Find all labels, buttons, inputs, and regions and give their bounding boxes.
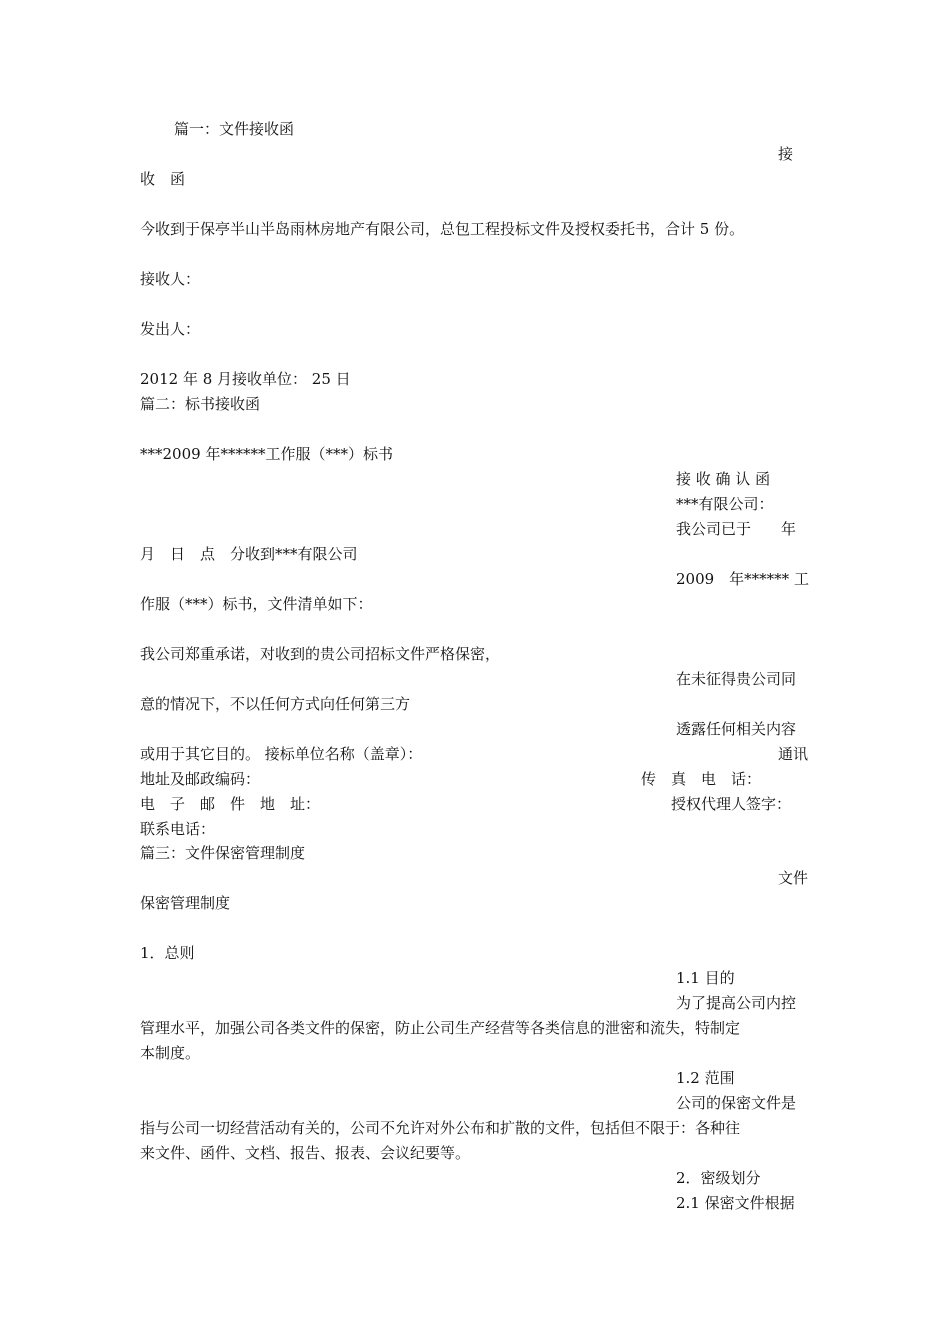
receipt-date-line: 2012 年 8 月接收单位： 25 日: [140, 370, 351, 388]
section-one-heading: 篇一：文件接收函: [174, 120, 295, 138]
addressee-line: ***有限公司：: [676, 495, 774, 513]
agent-signature-label: 授权代理人签字：: [671, 795, 792, 813]
receipt-statement: 今收到于保亭半山半岛雨林房地产有限公司，总包工程投标文件及授权委托书，合计 5 份。: [140, 220, 745, 238]
section-three-heading: 篇三：文件保密管理制度: [140, 844, 306, 862]
scope-text-line-2: 指与公司一切经营活动有关的，公司不允许对外公布和扩散的文件，包括但不限于：各种往: [140, 1119, 741, 1137]
contact-phone-label: 联系电话：: [140, 820, 216, 838]
company-name-seal-line: 或用于其它目的。 接标单位名称（盖章）：: [140, 745, 423, 763]
commitment-line-3: 意的情况下，不以任何方式向任何第三方: [140, 695, 411, 713]
letter-title-part2: 收 函: [140, 170, 186, 188]
letter-title-part1: 接: [778, 145, 794, 163]
receiver-label: 接收人：: [140, 270, 201, 288]
general-provisions-heading: 1．总则: [140, 944, 195, 962]
purpose-text-line-2: 管理水平，加强公司各类文件的保密，防止公司生产经营等各类信息的泄密和流失，特制定: [140, 1019, 741, 1037]
sender-label: 发出人：: [140, 320, 201, 338]
commitment-line-2: 在未征得贵公司同: [676, 670, 797, 688]
section-two-heading: 篇二：标书接收函: [140, 395, 261, 413]
scope-text-line-1: 公司的保密文件是: [676, 1094, 797, 1112]
body-line-4: 作服（***）标书，文件清单如下：: [140, 595, 373, 613]
classification-heading: 2．密级划分: [676, 1169, 761, 1187]
policy-title-part2: 保密管理制度: [140, 894, 231, 912]
commitment-line-1: 我公司郑重承诺，对收到的贵公司招标文件严格保密，: [140, 645, 501, 663]
scope-subheading: 1.2 范围: [676, 1069, 735, 1087]
purpose-subheading: 1.1 目的: [676, 969, 735, 987]
purpose-text-line-1: 为了提高公司内控: [676, 994, 797, 1012]
address-label-part1: 通讯: [778, 745, 809, 763]
policy-title-part1: 文件: [778, 869, 809, 887]
body-line-2: 月 日 点 分收到***有限公司: [140, 545, 358, 563]
purpose-text-line-3: 本制度。: [140, 1044, 201, 1062]
fax-phone-label: 传 真 电 话：: [641, 770, 762, 788]
tender-title: ***2009 年******工作服（***）标书: [140, 445, 393, 463]
body-line-3: 2009 年****** 工: [676, 570, 809, 588]
scope-text-line-3: 来文件、函件、文档、报告、报表、会议纪要等。: [140, 1144, 471, 1162]
confirmation-letter-title: 接 收 确 认 函: [676, 470, 771, 488]
commitment-line-4: 透露任何相关内容: [676, 720, 797, 738]
email-address-label: 电 子 邮 件 地 址：: [140, 795, 321, 813]
classification-text-line-1: 2.1 保密文件根据: [676, 1194, 795, 1212]
address-postcode-label: 地址及邮政编码：: [140, 770, 261, 788]
body-line-1: 我公司已于 年: [676, 520, 797, 538]
